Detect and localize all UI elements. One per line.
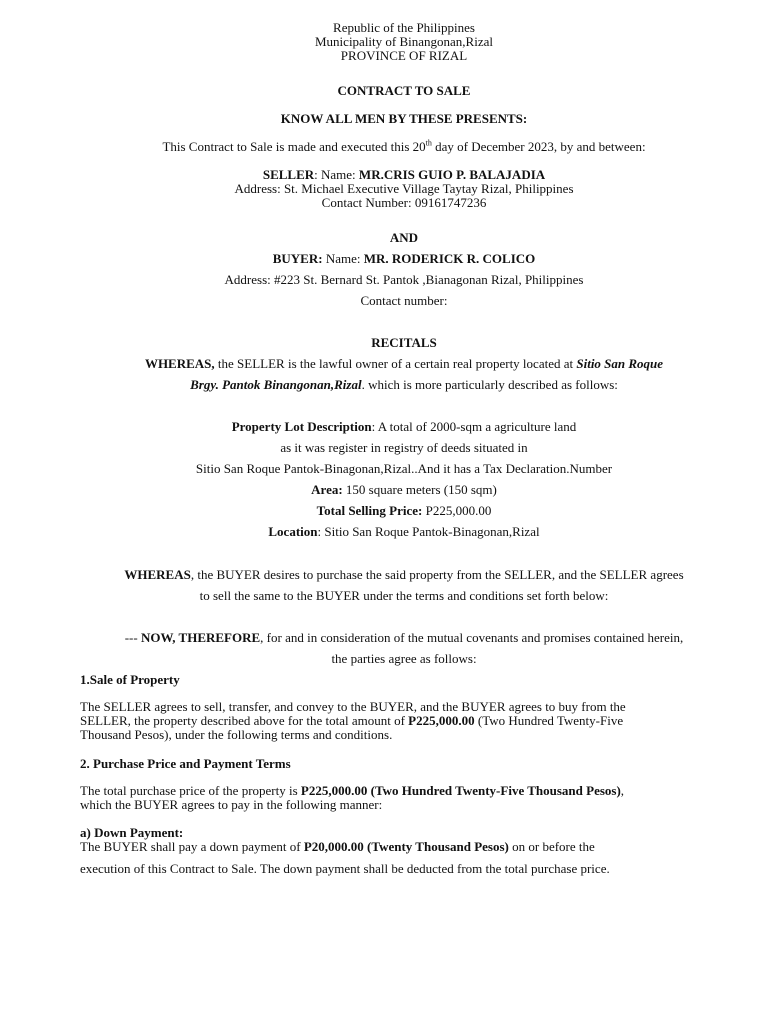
recital-whereas-1 bbox=[40, 357, 768, 371]
down-payment-heading-text: a) Down Payment: bbox=[80, 825, 184, 840]
recital-whereas-1-cont bbox=[40, 378, 768, 392]
section-2-line-1-pre: The total purchase price of the property is bbox=[80, 783, 301, 798]
seller-name-prefix: : Name: bbox=[314, 167, 359, 182]
section-2-heading bbox=[80, 757, 720, 771]
property-area-label: Area: bbox=[311, 482, 343, 497]
section-2-heading-text: 2. Purchase Price and Payment Terms bbox=[80, 756, 291, 771]
section-1-line-2 bbox=[80, 714, 720, 728]
intro-post: day of December 2023, by and between: bbox=[431, 139, 646, 154]
and-label bbox=[40, 231, 768, 245]
property-description-line-2: as it was register in registry of deeds situated in bbox=[280, 440, 528, 455]
property-description bbox=[40, 420, 768, 434]
seller-name-line bbox=[40, 168, 768, 182]
whereas-1-text: the SELLER is the lawful owner of a certain real property located at bbox=[214, 356, 577, 371]
property-price-value: P225,000.00 bbox=[422, 503, 492, 518]
and-text: AND bbox=[389, 230, 419, 245]
section-2-line-1-post: , bbox=[620, 783, 625, 798]
intro-paragraph bbox=[40, 140, 768, 154]
now-therefore-prefix: --- bbox=[124, 630, 141, 645]
whereas-2-bold: WHEREAS bbox=[124, 567, 191, 582]
whereas-2-line-1 bbox=[40, 568, 768, 582]
whereas-2-text: , the BUYER desires to purchase the said property from the SELLER, and the SELLER agrees bbox=[190, 567, 684, 582]
section-2-amount: P225,000.00 (Two Hundred Twenty-Five Thousand Pesos) bbox=[300, 783, 621, 798]
down-payment-line-1 bbox=[80, 840, 720, 854]
seller-name: MR.CRIS GUIO P. BALAJADIA bbox=[358, 167, 546, 182]
recitals-heading bbox=[40, 336, 768, 350]
property-location-label: Location bbox=[268, 524, 318, 539]
property-price bbox=[40, 504, 768, 518]
seller-address: Address: St. Michael Executive Village Taytay Rizal, Philippines bbox=[234, 181, 574, 196]
whereas-1-location-1: Sitio San Roque bbox=[576, 356, 664, 371]
contract-subtitle bbox=[40, 112, 768, 126]
section-1-line-3: Thousand Pesos), under the following terms and conditions. bbox=[80, 727, 393, 742]
header-republic: Republic of the Philippines bbox=[333, 20, 475, 35]
property-desc-label: Property Lot Description bbox=[231, 419, 372, 434]
now-therefore-text: , for and in consideration of the mutual covenants and promises contained herein, bbox=[260, 630, 684, 645]
property-description-line-3: Sitio San Roque Pantok-Binagonan,Rizal..And it has a Tax Declaration.Number bbox=[195, 461, 613, 476]
contract-title-text: CONTRACT TO SALE bbox=[337, 83, 471, 98]
section-1-line-2-pre: SELLER, the property described above for the total amount of bbox=[80, 713, 409, 728]
property-location bbox=[40, 525, 768, 539]
now-therefore-line-2: the parties agree as follows: bbox=[331, 651, 477, 666]
whereas-1-location-2: Brgy. Pantok Binangonan,Rizal bbox=[190, 377, 362, 392]
buyer-name: MR. RODERICK R. COLICO bbox=[363, 251, 536, 266]
now-therefore-line-1 bbox=[40, 631, 768, 645]
section-2-line-1 bbox=[80, 784, 720, 798]
whereas-1-tail: . which is more particularly described as follows: bbox=[361, 377, 618, 392]
down-payment-line-2: execution of this Contract to Sale. The down payment shall be deducted from the total purchase price. bbox=[80, 861, 610, 876]
section-1-heading bbox=[80, 673, 720, 687]
buyer-name-line bbox=[40, 252, 768, 266]
down-payment-amount: P20,000.00 (Twenty Thousand Pesos) bbox=[303, 839, 509, 854]
property-price-label: Total Selling Price: bbox=[316, 503, 423, 518]
property-area-value: 150 square meters (150 sqm) bbox=[342, 482, 497, 497]
buyer-address: Address: #223 St. Bernard St. Pantok ,Bianagonan Rizal, Philippines bbox=[224, 272, 584, 287]
recitals-heading-text: RECITALS bbox=[371, 335, 437, 350]
down-payment-line-1-pre: The BUYER shall pay a down payment of bbox=[80, 839, 304, 854]
section-2-line-2: which the BUYER agrees to pay in the following manner: bbox=[80, 797, 383, 812]
header-province: PROVINCE OF RIZAL bbox=[340, 48, 468, 63]
down-payment-line-1-post: on or before the bbox=[508, 839, 595, 854]
section-1-amount: P225,000.00 bbox=[408, 713, 475, 728]
whereas-1-bold: WHEREAS, bbox=[144, 356, 215, 371]
down-payment-heading bbox=[80, 826, 720, 840]
section-1-heading-text: 1.Sale of Property bbox=[80, 672, 180, 687]
property-area bbox=[40, 483, 768, 497]
section-1-line-1: The SELLER agrees to sell, transfer, and convey to the BUYER, and the BUYER agrees to buy from the bbox=[80, 699, 626, 714]
section-1-line-2-post: (Two Hundred Twenty-Five bbox=[474, 713, 624, 728]
intro-sup: th bbox=[425, 138, 432, 148]
seller-contact: Contact Number: 09161747236 bbox=[321, 195, 487, 210]
whereas-2-line-2: to sell the same to the BUYER under the terms and conditions set forth below: bbox=[199, 588, 609, 603]
buyer-label: BUYER: bbox=[272, 251, 323, 266]
intro-pre: This Contract to Sale is made and executed this 20 bbox=[162, 139, 426, 154]
property-location-value: : Sitio San Roque Pantok-Binagonan,Rizal bbox=[317, 524, 540, 539]
header-municipality: Municipality of Binangonan,Rizal bbox=[315, 34, 493, 49]
seller-label: SELLER bbox=[262, 167, 315, 182]
contract-subtitle-text: KNOW ALL MEN BY THESE PRESENTS: bbox=[280, 111, 528, 126]
buyer-name-prefix: Name: bbox=[322, 251, 364, 266]
contract-title bbox=[40, 84, 768, 98]
property-desc-text: : A total of 2000-sqm a agriculture land bbox=[371, 419, 577, 434]
buyer-contact: Contact number: bbox=[360, 293, 448, 308]
now-therefore-bold: NOW, THEREFORE bbox=[140, 630, 261, 645]
